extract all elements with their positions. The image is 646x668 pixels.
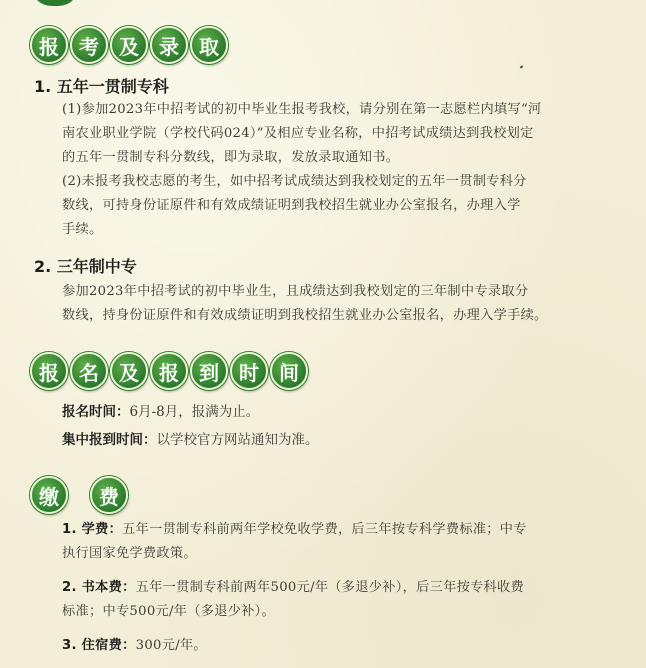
text-line: 数线，可持身份证原件和有效成绩证明到我校招生就业办公室报名，办理入学 — [62, 198, 521, 213]
fee-text: 300元/年。 — [135, 638, 207, 653]
paragraph-five-year — [62, 98, 632, 242]
heading-char-badge: 录 — [150, 26, 188, 64]
heading-char-badge: 考 — [70, 26, 108, 64]
heading-char-badge: 报 — [150, 352, 188, 390]
text-line: 南农业职业学院（学校代码024）”及相应专业名称，中招考试成绩达到我校划定 — [62, 126, 534, 141]
heading-char-badge: 费 — [90, 476, 128, 514]
subheading-five-year: 1. 五年一贯制专科 — [34, 77, 169, 96]
fee-label: 2. 书本费： — [62, 580, 136, 595]
text-line: 执行国家免学费政策。 — [62, 546, 197, 561]
text-line: 手续。 — [62, 222, 103, 237]
subheading-three-year: 2. 三年制中专 — [34, 257, 137, 276]
heading-char-badge: 报 — [30, 26, 68, 64]
heading-char-badge: 报 — [30, 352, 68, 390]
row-value: 6月-8月，报满为止。 — [129, 404, 260, 420]
fee-label: 1. 学费： — [62, 522, 123, 537]
heading-char-badge: 取 — [190, 26, 228, 64]
section-heading-admission — [30, 26, 228, 64]
text-line: 的五年一贯制专科分数线，即为录取，发放录取通知书。 — [62, 150, 400, 165]
heading-char-badge: 间 — [270, 352, 308, 390]
text-line: 参加2023年中招考试的初中毕业生，且成绩达到我校划定的三年制中专录取分 — [62, 284, 529, 299]
text-line: (2)未报考我校志愿的考生，如中招考试成绩达到我校划定的五年一贯制专科分 — [62, 174, 527, 189]
section-heading-registration-time — [30, 352, 308, 390]
text-line: 数线，持身份证原件和有效成绩证明到我校招生就业办公室报名，办理入学手续。 — [62, 308, 548, 323]
checkin-time-row — [62, 430, 319, 450]
heading-char-badge: 缴 — [30, 476, 68, 514]
fee-item-tuition — [62, 518, 632, 566]
row-value: 以学校官方网站通知为准。 — [156, 432, 319, 448]
text-line: 标准；中专500元/年（多退少补）。 — [62, 604, 276, 619]
fee-label: 3. 住宿费： — [62, 638, 136, 653]
heading-char-badge: 时 — [230, 352, 268, 390]
row-label: 集中报到时间： — [62, 432, 157, 448]
heading-char-badge: 及 — [110, 26, 148, 64]
heading-char-badge: 及 — [110, 352, 148, 390]
text-line: (1)参加2023年中招考试的初中毕业生报考我校，请分别在第一志愿栏内填写“河 — [62, 102, 542, 117]
fee-text: 五年一贯制专科前两年500元/年（多退少补），后三年按专科收费 — [135, 580, 525, 595]
registration-time-row — [62, 402, 259, 422]
heading-char-badge: 到 — [190, 352, 228, 390]
text-line — [62, 576, 632, 600]
paragraph-three-year — [62, 280, 632, 328]
row-label: 报名时间： — [62, 404, 130, 420]
fee-item-accommodation — [62, 634, 632, 658]
fee-text: 五年一贯制专科前两年学校免收学费，后三年按专科学费标准；中专 — [122, 522, 527, 537]
heading-char-badge: 名 — [70, 352, 108, 390]
text-line — [62, 634, 632, 658]
section-heading-fees — [30, 476, 128, 514]
text-line — [62, 518, 632, 542]
fee-item-books — [62, 576, 632, 624]
